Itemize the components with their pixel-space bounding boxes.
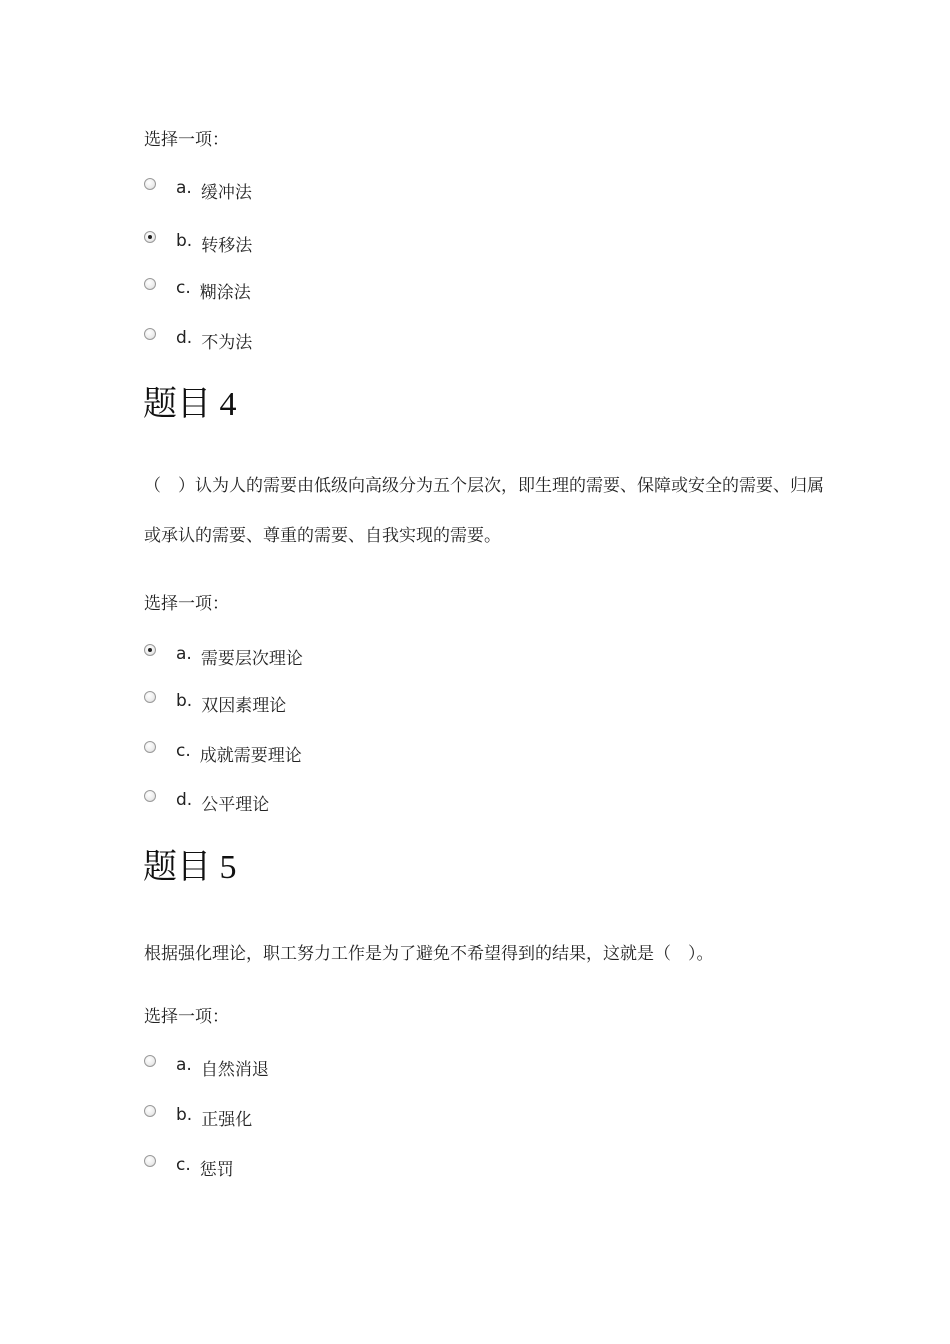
option-text: 成就需要理论 xyxy=(199,745,302,766)
radio-icon[interactable] xyxy=(144,328,156,340)
radio-icon[interactable] xyxy=(144,1155,156,1167)
radio-icon[interactable] xyxy=(144,1055,156,1067)
option-text: 自然消退 xyxy=(200,1059,269,1080)
option-letter: a. xyxy=(176,1054,192,1075)
radio-icon[interactable] xyxy=(144,1105,156,1117)
option-letter: a. xyxy=(176,643,192,664)
option-letter: c. xyxy=(176,277,191,298)
q5-option-a[interactable] xyxy=(144,1054,269,1080)
q4-option-a[interactable] xyxy=(144,643,303,669)
option-letter: c. xyxy=(176,1154,191,1175)
q4-option-d[interactable] xyxy=(144,789,269,815)
option-letter: b. xyxy=(176,230,193,251)
option-text: 正强化 xyxy=(201,1109,253,1130)
q3-option-a[interactable] xyxy=(144,177,252,203)
q4-option-b[interactable] xyxy=(144,690,286,716)
q5-title: 题目 5 xyxy=(143,849,237,886)
radio-icon[interactable] xyxy=(144,278,156,290)
radio-icon[interactable] xyxy=(144,790,156,802)
q5-prompt: 选择一项： xyxy=(144,1007,229,1027)
q4-prompt: 选择一项： xyxy=(144,594,229,614)
radio-checked-icon[interactable] xyxy=(144,644,156,656)
option-text: 转移法 xyxy=(201,235,253,256)
option-text: 公平理论 xyxy=(201,794,270,815)
option-text: 缓冲法 xyxy=(200,182,252,203)
q5-text: 根据强化理论，职工努力工作是为了避免不希望得到的结果，这就是（ ）。 xyxy=(144,944,714,964)
q3-option-c[interactable] xyxy=(144,277,251,303)
option-letter: a. xyxy=(176,177,192,198)
q3-prompt: 选择一项： xyxy=(144,130,229,150)
option-text: 双因素理论 xyxy=(201,695,287,716)
option-letter: c. xyxy=(176,740,191,761)
radio-icon[interactable] xyxy=(144,178,156,190)
option-text: 需要层次理论 xyxy=(200,648,303,669)
radio-icon[interactable] xyxy=(144,691,156,703)
q4-title: 题目 4 xyxy=(143,386,237,423)
option-text: 惩罚 xyxy=(199,1159,234,1180)
option-letter: b. xyxy=(176,690,193,711)
radio-checked-icon[interactable] xyxy=(144,231,156,243)
q5-option-b[interactable] xyxy=(144,1104,252,1130)
option-letter: d. xyxy=(176,327,193,348)
q3-option-d[interactable] xyxy=(144,327,252,353)
option-letter: d. xyxy=(176,789,193,810)
q3-option-b[interactable] xyxy=(144,230,252,256)
option-text: 糊涂法 xyxy=(199,282,251,303)
q4-option-c[interactable] xyxy=(144,740,302,766)
option-letter: b. xyxy=(176,1104,193,1125)
q5-option-c[interactable] xyxy=(144,1154,234,1180)
radio-icon[interactable] xyxy=(144,741,156,753)
q4-text: （ ）认为人的需要由低级向高级分为五个层次，即生理的需要、保障或安全的需要、归属或承认的需要、尊重的需要、自我实现的需要。 xyxy=(144,476,824,546)
option-text: 不为法 xyxy=(201,332,253,353)
